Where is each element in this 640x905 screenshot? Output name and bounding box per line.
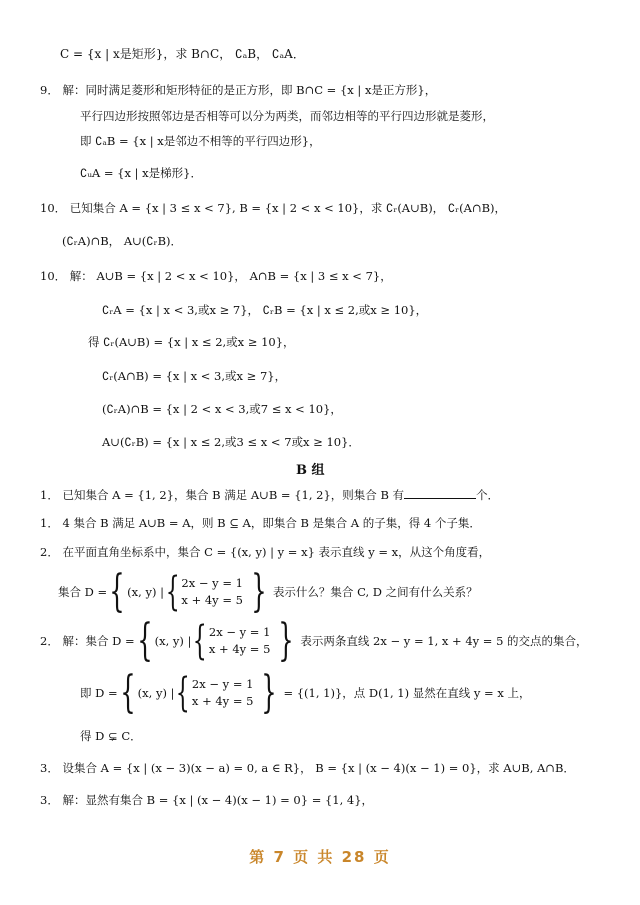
text-fragment: 2． 解：集合 D = xyxy=(40,634,135,648)
left-brace: { xyxy=(109,566,125,617)
left-brace: { xyxy=(136,615,153,666)
text-line: A∪(∁ᵣB) = {x | x ≤ 2,或3 ≤ x < 7或x ≥ 10}． xyxy=(102,435,360,449)
text-line xyxy=(40,487,499,503)
left-brace: { xyxy=(119,667,136,718)
text-fragment: 集合 D = xyxy=(58,585,108,599)
right-brace: } xyxy=(278,615,295,666)
text-line: (∁ᵣA)∩B = {x | 2 < x < 3,或7 ≤ x < 10}， xyxy=(102,402,342,416)
text-fragment: 表示什么？集合 C, D 之间有什么关系？ xyxy=(272,585,478,599)
right-brace: } xyxy=(251,566,267,617)
equation-system-line xyxy=(40,615,588,666)
equation-system-line xyxy=(58,566,478,617)
equation: 2x − y = 1 xyxy=(208,625,271,639)
equation: 2x − y = 1 xyxy=(191,677,254,691)
text-line: 10． 解： A∪B = {x | 2 < x < 10}， A∩B = {x | 3 ≤ x < 7}， xyxy=(40,269,392,283)
equation: x + 4y = 5 xyxy=(208,642,271,656)
text-fragment: = {(1, 1)}，点 D(1, 1) 显然在直线 y = x 上， xyxy=(283,686,531,700)
text-line: (∁ᵣA)∩B， A∪(∁ᵣB)． xyxy=(62,234,183,248)
equation-pair xyxy=(181,575,243,609)
text-line: 10． 已知集合 A = {x | 3 ≤ x < 7}, B = {x | 2 < x < 10}，求 ∁ᵣ(A∪B)， ∁ᵣ(A∩B)， xyxy=(40,201,507,215)
text-line: 得 ∁ᵣ(A∪B) = {x | x ≤ 2,或x ≥ 10}， xyxy=(88,335,295,349)
text-fragment: 表示两条直线 2x − y = 1, x + 4y = 5 的交点的集合， xyxy=(300,634,588,648)
equation-pair xyxy=(209,624,271,658)
right-brace: } xyxy=(261,667,278,718)
answer-blank xyxy=(404,487,476,499)
text-line: 3． 解：显然有集合 B = {x | (x − 4)(x − 1) = 0} = {1, 4}， xyxy=(40,793,374,807)
text-line: 3． 设集合 A = {x | (x − 3)(x − a) = 0, a ∈ R}， B = {x | (x − 4)(x − 1) = 0}，求 A∪B, A∩B． xyxy=(40,761,575,775)
text-line: ∁ᵣ(A∩B) = {x | x < 3,或x ≥ 7}， xyxy=(102,369,287,383)
text-fragment: (x, y) | xyxy=(137,686,175,700)
question-text-end: 个． xyxy=(476,488,500,502)
page-footer: 第 7 页 共 28 页 xyxy=(249,848,391,866)
text-line: 2． 在平面直角坐标系中，集合 C = {(x, y) | y = x} 表示直线 y = x，从这个角度看， xyxy=(40,545,491,559)
equation: 2x − y = 1 xyxy=(181,576,243,590)
equation-system-line xyxy=(80,667,531,718)
text-fragment: (x, y) | xyxy=(127,585,164,599)
left-brace: { xyxy=(165,569,180,615)
equation: x + 4y = 5 xyxy=(191,694,254,708)
text-line: 即 ∁ₐB = {x | x是邻边不相等的平行四边形}， xyxy=(80,134,321,148)
section-heading: B 组 xyxy=(296,463,325,478)
question-text: 1． 已知集合 A = {1, 2}，集合 B 满足 A∪B = {1, 2}，则集合 B 有 xyxy=(40,488,405,502)
text-line: 得 D ⊊ C． xyxy=(80,729,142,743)
text-line: 9． 解：同时满足菱形和矩形特征的是正方形，即 B∩C = {x | x是正方形}， xyxy=(40,83,437,97)
equation: x + 4y = 5 xyxy=(181,593,243,607)
text-line: 平行四边形按照邻边是否相等可以分为两类，而邻边相等的平行四边形就是菱形， xyxy=(80,109,494,123)
text-fragment: (x, y) | xyxy=(154,634,192,648)
text-line: ∁ᵤA = {x | x是梯形}． xyxy=(80,166,202,180)
left-brace: { xyxy=(176,670,191,716)
text-line: ∁ᵣA = {x | x < 3,或x ≥ 7}， ∁ᵣB = {x | x ≤ 2,或x ≥ 10}， xyxy=(102,303,428,317)
text-line: C = {x | x是矩形}，求 B∩C， ∁ₐB， ∁ₐA． xyxy=(60,47,305,61)
equation-pair xyxy=(192,676,254,710)
left-brace: { xyxy=(193,618,208,664)
text-line: 1． 4 集合 B 满足 A∪B = A，则 B ⊆ A，即集合 B 是集合 A 的子集，得 4 个子集． xyxy=(40,516,481,530)
text-fragment: 即 D = xyxy=(80,686,118,700)
